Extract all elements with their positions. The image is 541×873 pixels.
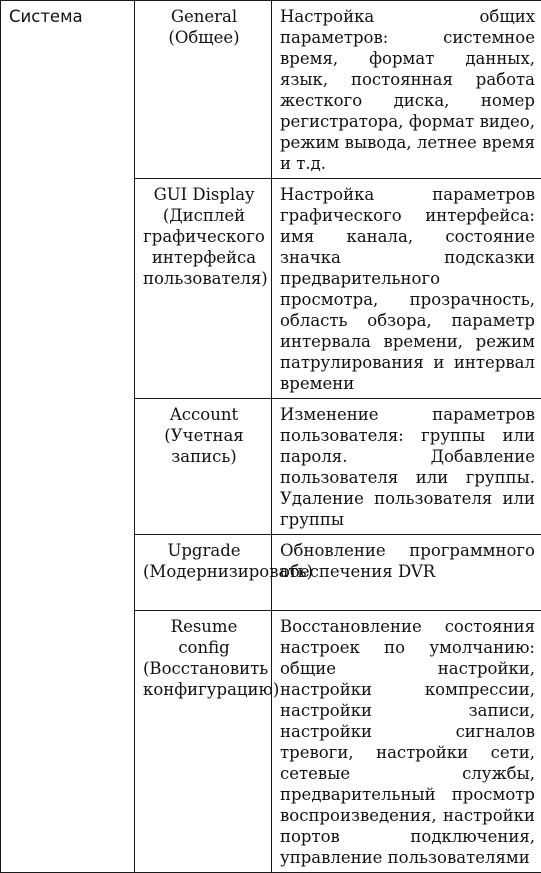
item-translation: (Дисплей графического интерфейса пользователя) <box>143 205 265 289</box>
item-translation: (Общее) <box>143 27 265 48</box>
item-name: Account <box>143 404 265 425</box>
section-cell: Система <box>1 1 135 873</box>
item-name: Upgrade <box>143 540 265 561</box>
item-translation: (Восстановить конфигурацию) <box>143 658 265 700</box>
item-translation: (Учетная запись) <box>143 425 265 467</box>
item-cell-resume-config <box>135 611 272 873</box>
item-name: General <box>143 6 265 27</box>
item-description: Восстановление состояния настроек по умолчанию: общие настройки, настройки компрессии, настройки записи, настройки сигналов тревоги, настройки сети, сетевые службы, предварительный просмотр воспроизведения, настройки портов подключения, управление пользователями <box>272 611 541 873</box>
item-name: GUI Display <box>143 184 265 205</box>
item-cell-upgrade <box>135 535 272 611</box>
item-cell-gui-display <box>135 179 272 399</box>
item-description: Настройка параметров графического интерфейса: имя канала, состояние значка подсказки предварительного просмотра, прозрачность, область обзора, параметр интервала времени, режим патрулирования и интервал времени <box>272 179 541 399</box>
item-cell-account <box>135 399 272 535</box>
item-name: Resume config <box>143 616 265 658</box>
item-description: Обновление программного обеспечения DVR <box>272 535 541 611</box>
item-cell-general <box>135 1 272 179</box>
table-row <box>1 1 541 179</box>
item-description: Изменение параметров пользователя: группы или пароля. Добавление пользователя или группы. Удаление пользователя или группы <box>272 399 541 535</box>
item-description: Настройка общих параметров: системное время, формат данных, язык, постоянная работа жесткого диска, номер регистратора, формат видео, режим вывода, летнее время и т.д. <box>272 1 541 179</box>
item-translation: (Модернизировать) <box>143 561 265 582</box>
